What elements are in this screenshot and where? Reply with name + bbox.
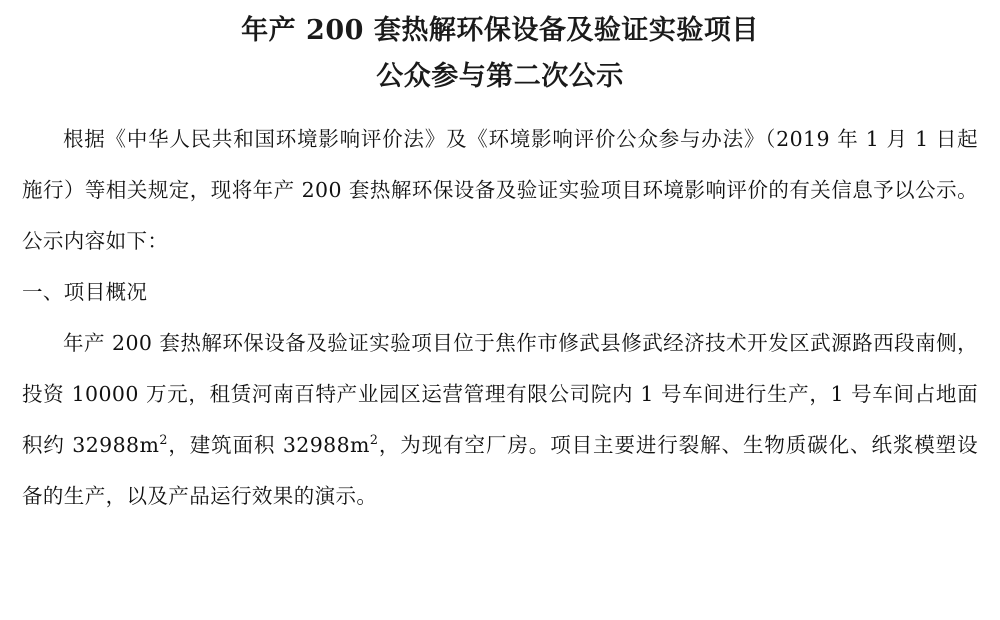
section-heading-one: 一、项目概况 (22, 280, 148, 304)
overview-text-part-1: 年产 200 套热解环保设备及验证实验项目位于焦作市修武县修武经济技术开发区武源路西段南侧，投资 10000 万元，租赁河南百特产业园区运营管理有限公司院内 1 号车间进行生产，1 号车间占地面积约 32988m (22, 331, 978, 457)
project-overview-paragraph (22, 318, 978, 522)
basis-paragraph: 根据《中华人民共和国环境影响评价法》及《环境影响评价公众参与办法》（2019 年 1 月 1 日起施行）等相关规定，现将年产 200 套热解环保设备及验证实验项目环境影响评价的有关信息予以公示。公示内容如下： (22, 127, 978, 253)
page-title (22, 8, 978, 100)
document-body (22, 114, 978, 522)
page-title-line-1: 年产 200 套热解环保设备及验证实验项目 (241, 15, 759, 46)
area-superscript-1: 2 (159, 432, 168, 448)
area-superscript-2: 2 (369, 432, 379, 448)
overview-text-part-2: ，建筑面积 32988m (167, 433, 370, 457)
page-title-line-2: 公众参与第二次公示 (376, 61, 624, 92)
overview-text-part-3: ，为现有空厂房。项目主要进行裂解、生物质碳化、纸浆模塑设备的生产，以及产品运行效果的演示。 (22, 433, 978, 508)
